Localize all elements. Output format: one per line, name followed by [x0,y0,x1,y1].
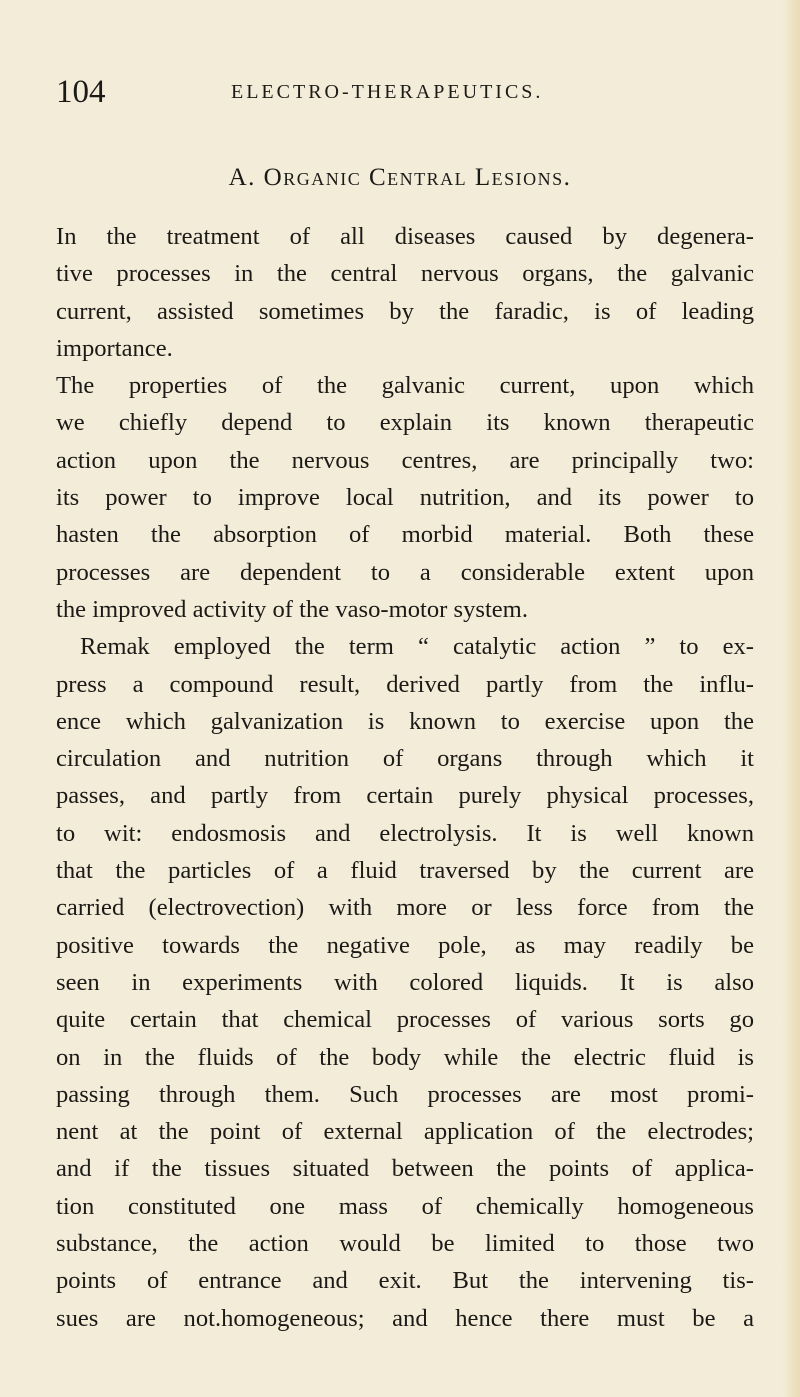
text-line: its power to improve local nutrition, and its power to [56,484,754,512]
text-line: press a compound result, derived partly from the influ- [56,670,754,698]
text-line: passes, and partly from certain purely physical processes, [56,782,754,810]
text-line: sues are not.homogeneous; and hence there must be a [56,1304,754,1332]
text-line: to wit: endosmosis and electrolysis. It is well known [56,819,754,847]
text-line: processes are dependent to a considerable extent upon [56,558,754,586]
text-line: on in the fluids of the body while the electric fluid is [56,1043,754,1071]
page-edge [782,0,800,1397]
text-line: positive towards the negative pole, as may readily be [56,931,754,959]
text-line: action upon the nervous centres, are principally two: [56,446,754,474]
text-line: ence which galvanization is known to exercise upon the [56,707,754,735]
text-line: circulation and nutrition of organs through which it [56,745,754,773]
text-line: Remak employed the term “ catalytic action ” to ex- [80,633,754,661]
text-line: current, assisted sometimes by the faradic, is of leading [56,297,754,325]
text-line: carried (electrovection) with more or less force from the [56,894,754,922]
text-line: importance. [56,334,173,362]
section-title: A. Organic Central Lesions. [228,164,572,191]
text-line: In the treatment of all diseases caused by degenera- [56,223,754,250]
text-line: we chiefly depend to explain its known therapeutic [56,409,754,437]
running-title: ELECTRO-THERAPEUTICS. [231,81,544,103]
text-line: tion constituted one mass of chemically homogeneous [56,1192,754,1220]
text-line: quite certain that chemical processes of various sorts go [56,1006,754,1034]
page-number: 104 [56,74,106,110]
text-line: nent at the point of external application of the electrodes; [56,1118,754,1146]
text-line: passing through them. Such processes are most promi- [56,1080,754,1108]
text-line: substance, the action would be limited to those two [56,1230,754,1258]
text-line: The properties of the galvanic current, upon which [56,372,754,400]
text-line: seen in experiments with colored liquids. It is also [56,968,754,996]
text-line: the improved activity of the vaso-motor system. [56,595,528,623]
body-text [56,218,754,1337]
text-line: hasten the absorption of morbid material. Both these [56,521,754,549]
text-line: points of entrance and exit. But the intervening tis- [56,1267,754,1295]
text-line: tive processes in the central nervous organs, the galvanic [56,260,754,288]
page-header [56,72,760,112]
text-line: that the particles of a fluid traversed by the current are [56,857,754,885]
text-line: and if the tissues situated between the points of applica- [56,1155,754,1183]
